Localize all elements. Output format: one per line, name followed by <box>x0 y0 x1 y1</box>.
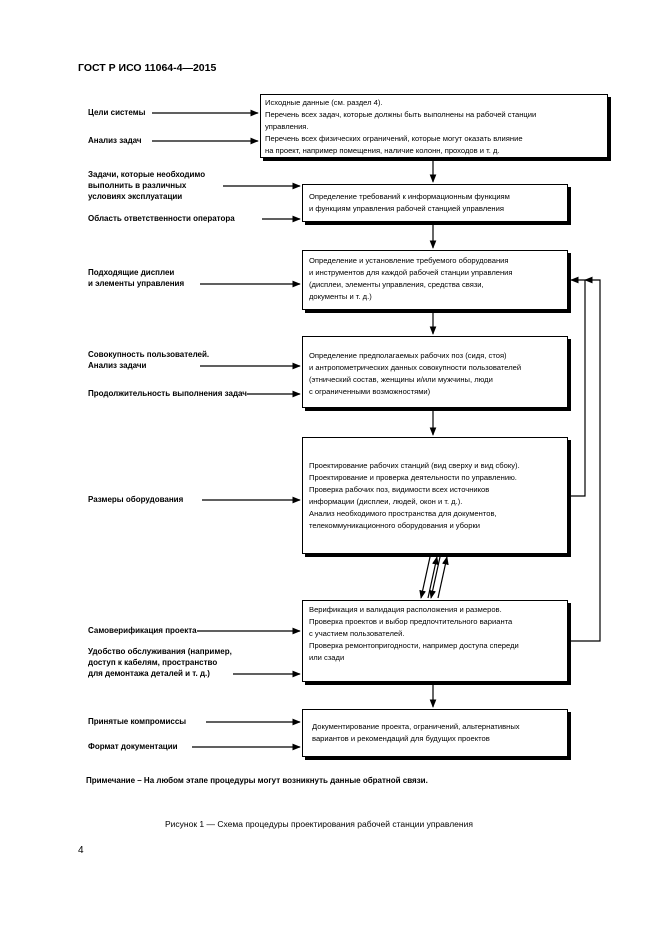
feedback-arrow <box>438 557 447 598</box>
input-label: Удобство обслуживания (например, <box>88 647 232 656</box>
box-line: Исходные данные (см. раздел 4). <box>265 98 383 107</box>
box-line: Документирование проекта, ограничений, альтернативных <box>312 722 520 731</box>
box-line: Проектирование рабочих станций (вид сверху и вид сбоку). <box>309 461 520 470</box>
page-number: 4 <box>78 845 84 856</box>
input-label: Область ответственности оператора <box>88 214 235 223</box>
input-label: Анализ задач <box>88 136 142 145</box>
box-line: документы и т. д.) <box>309 292 372 301</box>
input-label: Анализ задачи <box>88 361 147 370</box>
input-label: Продолжительность выполнения задач <box>88 389 247 398</box>
input-label: Формат документации <box>88 742 178 751</box>
box-line: Проверка проектов и выбор предпочтительного варианта <box>309 617 513 626</box>
input-label: Размеры оборудования <box>88 495 184 504</box>
box-line: Верификация и валидация расположения и размеров. <box>309 605 502 614</box>
input-label: Задачи, которые необходимо <box>88 170 206 179</box>
input-label: для демонтажа деталей и т. д.) <box>88 669 210 678</box>
box-line: (этнический состав, женщины и/или мужчины, люди <box>309 375 493 384</box>
box-line: Проектирование и проверка деятельности по управлению. <box>309 473 517 482</box>
box-line: и антропометрических данных совокупности пользователей <box>309 363 522 372</box>
box-line: Определение и установление требуемого оборудования <box>309 256 509 265</box>
box-line: Перечень всех задач, которые должны быть выполнены на рабочей станции <box>265 110 537 119</box>
box-line: и инструментов для каждой рабочей станции управления <box>309 268 513 277</box>
box-line: Анализ необходимого пространства для документов, <box>309 509 497 518</box>
box-line: управления. <box>265 122 309 131</box>
box-line: (дисплеи, элементы управления, средства связи, <box>309 280 484 289</box>
input-label: Принятые компромиссы <box>88 717 187 726</box>
box-line: Перечень всех физических ограничений, которые могут оказать влияние <box>265 134 523 143</box>
input-label: условиях эксплуатации <box>88 192 183 201</box>
box-line: и функциям управления рабочей станцией управления <box>309 204 504 213</box>
feedback-loop <box>571 280 585 496</box>
input-label: Самоверификация проекта <box>88 626 197 635</box>
box-line: Проверка ремонтопригодности, например доступа спереди <box>309 641 519 650</box>
box-line: или сзади <box>309 653 345 662</box>
box-line: информации (дисплеи, людей, окон и т. д.). <box>309 497 463 506</box>
box-line: на проект, например помещения, наличие колонн, проходов и т. д. <box>265 146 500 155</box>
box-line: вариантов и рекомендаций для будущих проектов <box>312 734 490 743</box>
note-text: Примечание – На любом этапе процедуры могут возникнуть данные обратной связи. <box>86 776 428 785</box>
input-label: и элементы управления <box>88 279 185 288</box>
flow-arrow <box>421 557 430 598</box>
box-line: Проверка рабочих поз, видимости всех источников <box>309 485 490 494</box>
input-label: Цели системы <box>88 108 146 117</box>
box-line: Определение предполагаемых рабочих поз (сидя, стоя) <box>309 351 507 360</box>
document-header: ГОСТ Р ИСО 11064-4—2015 <box>78 62 217 74</box>
input-label: выполнить в различных <box>88 181 187 190</box>
box-line: Определение требований к информационным функциям <box>309 192 510 201</box>
box-line: с участием пользователей. <box>309 629 405 638</box>
input-label: Совокупность пользователей. <box>88 350 210 359</box>
input-label: Подходящие дисплеи <box>88 268 175 277</box>
figure-caption: Рисунок 1 — Схема процедуры проектирования рабочей станции управления <box>165 819 473 829</box>
input-label: доступ к кабелям, пространство <box>88 658 218 667</box>
box-line: с ограниченными возможностями) <box>309 387 431 396</box>
box-line: телекоммуникационного оборудования и уборки <box>309 521 481 530</box>
